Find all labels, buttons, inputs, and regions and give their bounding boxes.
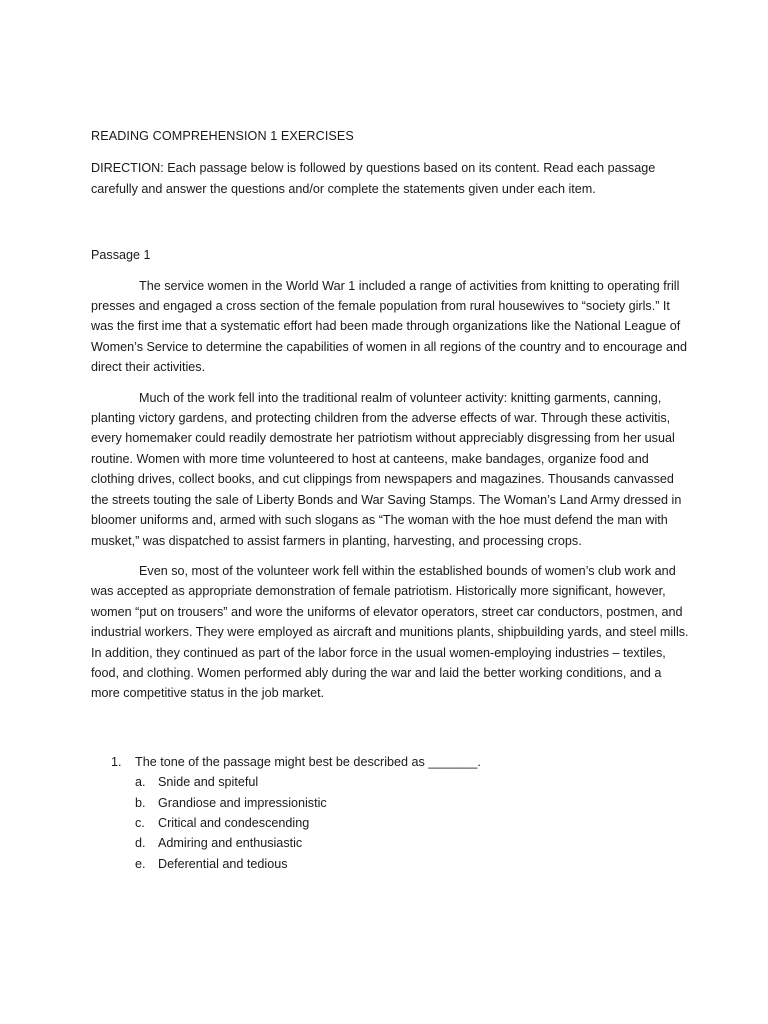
question-item bbox=[91, 752, 691, 874]
answer-choice bbox=[135, 772, 691, 792]
document-title: READING COMPREHENSION 1 EXERCISES bbox=[91, 129, 354, 143]
answer-choice bbox=[135, 813, 691, 833]
choice-letter: e. bbox=[135, 856, 146, 871]
choice-text: Deferential and tedious bbox=[158, 856, 288, 871]
question-text: The tone of the passage might best be described as _______. bbox=[135, 754, 481, 769]
passage-label: Passage 1 bbox=[91, 248, 151, 263]
choice-letter: d. bbox=[135, 836, 146, 851]
choice-letter: b. bbox=[135, 795, 146, 810]
question-list bbox=[91, 752, 691, 874]
answer-choice bbox=[135, 833, 691, 853]
choice-letter: a. bbox=[135, 775, 146, 790]
answer-choices bbox=[135, 772, 691, 874]
choice-letter: c. bbox=[135, 815, 145, 830]
passage-paragraph: Much of the work fell into the traditional realm of volunteer activity: knitting garments, canning, planting victory gardens, and protecting children from the adverse effects of war. Through these activitis, every homemaker could readily demostrate her patriotism without appreciably disgressing from her usual routine. Women with more time volunteered to host at canteens, make bandages, organize food and clothing drives, collect books, and cut clippings from newspapers and magazines. Thousands canvassed the streets touting the sale of Liberty Bonds and War Saving Stamps. The Woman’s Land Army dressed in bloomer uniforms and, armed with such slogans as “The woman with the hoe must defend the man with musket,” was dispatched to assist farmers in planting, harvesting, and processing crops. bbox=[91, 390, 682, 548]
document-page bbox=[91, 126, 691, 874]
direction-text: DIRECTION: Each passage below is followed by questions based on its content. Read each passage carefully and answer the questions and/or complete the statements given under each item. bbox=[91, 161, 656, 196]
choice-text: Grandiose and impressionistic bbox=[158, 795, 327, 810]
answer-choice bbox=[135, 793, 691, 813]
question-number: 1. bbox=[111, 754, 122, 769]
passage-paragraph: The service women in the World War 1 included a range of activities from knitting to operating frill presses and engaged a cross section of the female population from rural housewives to “society girls.” It was the first ime that a systematic effort had been made through organizations like the National League of Women’s Service to determine the capabilities of women in all regions of the country and to encourage and direct their activities. bbox=[91, 278, 687, 375]
choice-text: Snide and spiteful bbox=[158, 775, 259, 790]
choice-text: Admiring and enthusiastic bbox=[158, 836, 303, 851]
choice-text: Critical and condescending bbox=[158, 815, 310, 830]
answer-choice bbox=[135, 854, 691, 874]
passage-paragraph: Even so, most of the volunteer work fell within the established bounds of women’s club work and was accepted as appropriate demonstration of female patriotism. Historically more significant, however, women “put on trousers” and wore the uniforms of elevator operators, street car conductors, postmen, and industrial workers. They were employed as aircraft and munitions plants, shipbuilding yards, and steel mills. In addition, they continued as part of the labor force in the usual women-employing industries – textiles, food, and clothing. Women performed ably during the war and laid the better working conditions, and a more competitive status in the job market. bbox=[91, 563, 689, 701]
